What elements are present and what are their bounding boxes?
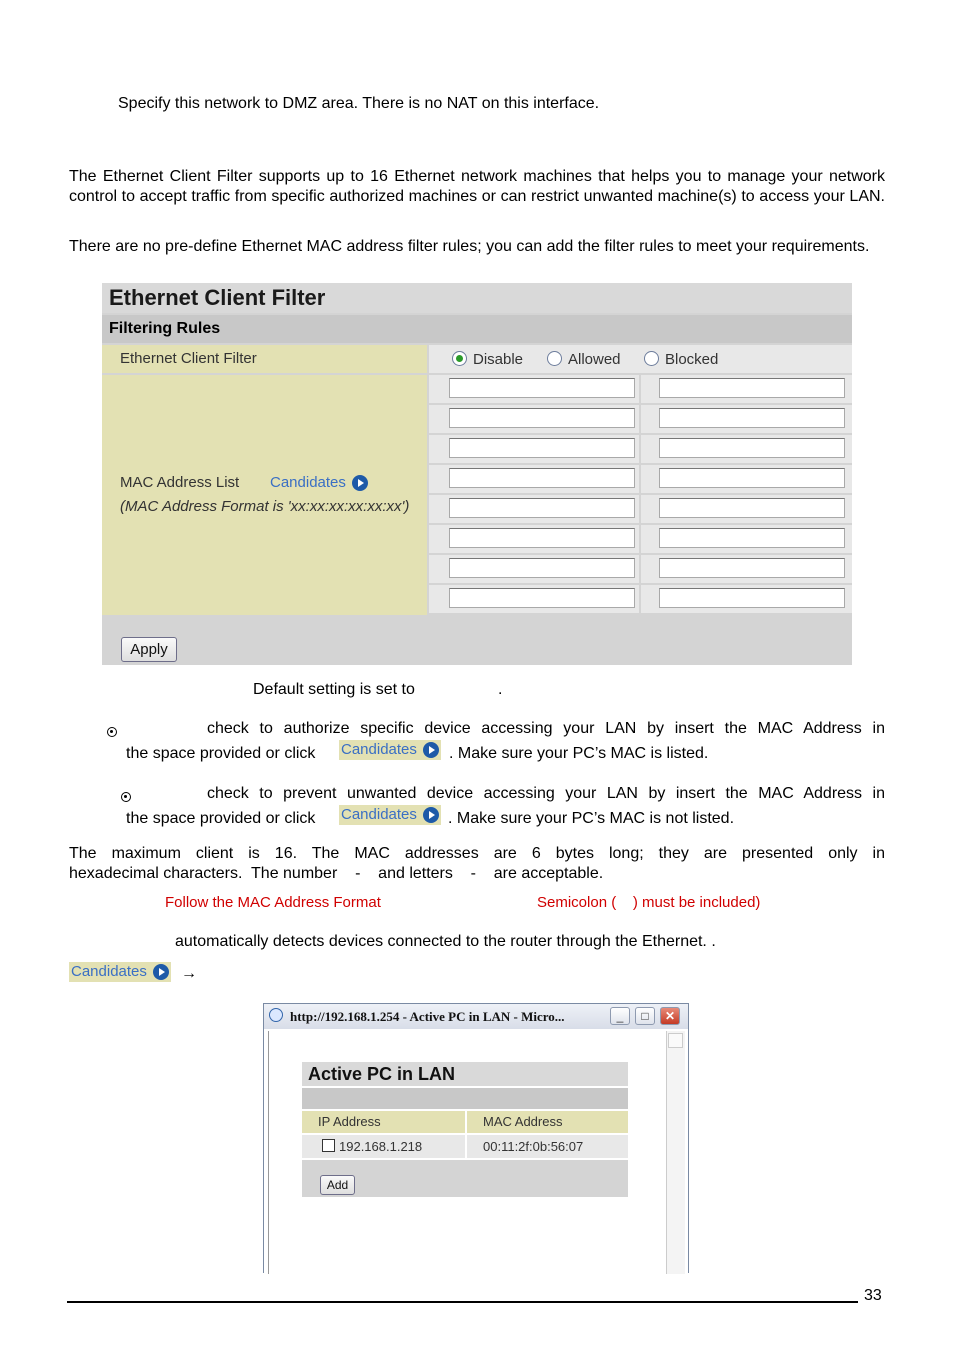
paragraph-2: There are no pre-define Ethernet MAC address filter rules; you can add the filter rules to meet your requirements.	[69, 238, 870, 255]
select-checkbox[interactable]	[322, 1139, 335, 1152]
mac-address-input[interactable]	[449, 528, 635, 548]
mac-address-input[interactable]	[659, 468, 845, 488]
candidates-button-blocked[interactable]: Candidates	[339, 805, 441, 825]
active-pc-bar	[302, 1088, 628, 1109]
mac-cell	[641, 405, 852, 433]
mac-address-input[interactable]	[449, 378, 635, 398]
mac-cell: 00:11:2f:0b:56:07	[467, 1135, 628, 1158]
mac-cell	[641, 525, 852, 553]
allowed-line-2a: the space provided or click	[126, 745, 316, 762]
mac-cell	[641, 495, 852, 523]
mac-cell	[641, 375, 852, 403]
bullet-blocked-icon	[121, 792, 131, 802]
mac-cell	[429, 585, 639, 613]
panel-title: Ethernet Client Filter	[102, 283, 852, 313]
filter-radio-group	[429, 345, 852, 373]
radio-disable[interactable]: Disable	[452, 351, 523, 368]
mac-cell	[641, 435, 852, 463]
radio-disable-circle[interactable]	[452, 351, 467, 366]
apply-button[interactable]: Apply	[121, 637, 177, 662]
mac-cell	[641, 585, 852, 613]
ie-page-icon	[269, 1008, 283, 1022]
blocked-line-2a: the space provided or click	[126, 810, 316, 827]
mac-address-grid	[429, 375, 852, 615]
mac-cell	[429, 375, 639, 403]
page-number: 33	[864, 1287, 882, 1304]
active-pc-heading: Active PC in LAN	[302, 1062, 628, 1086]
mac-address-input[interactable]	[659, 558, 845, 578]
blocked-line-2b: . Make sure your PC’s MAC is not listed.	[448, 810, 735, 827]
candidates-link[interactable]: Candidates	[270, 474, 368, 491]
radio-allowed[interactable]: Allowed	[547, 351, 621, 368]
mac-cell	[429, 495, 639, 523]
mac-address-input[interactable]	[449, 468, 635, 488]
add-button[interactable]: Add	[320, 1175, 355, 1195]
footer-rule	[67, 1301, 858, 1303]
mac-cell	[641, 465, 852, 493]
intro-text: Specify this network to DMZ area. There is no NAT on this interface.	[118, 95, 600, 112]
mac-address-input[interactable]	[659, 408, 845, 428]
mac-address-input[interactable]	[659, 378, 845, 398]
col-ip-header: IP Address	[302, 1111, 465, 1133]
play-arrow-icon	[423, 742, 439, 758]
mac-address-input[interactable]	[449, 408, 635, 428]
mac-cell	[429, 555, 639, 583]
default-setting-text: Default setting is set to	[253, 681, 415, 698]
bullet-allowed-icon	[107, 727, 117, 737]
close-icon[interactable]: ✕	[660, 1007, 680, 1025]
max-client-line-1: The maximum client is 16. The MAC addresses are 6 bytes long; they are presented only in	[69, 845, 885, 862]
play-arrow-icon	[352, 475, 368, 491]
play-arrow-icon	[153, 964, 169, 980]
blocked-line-1: check to prevent unwanted device accessing your LAN by insert the MAC Address in	[207, 785, 885, 802]
mac-format-hint: (MAC Address Format is 'xx:xx:xx:xx:xx:xx')	[120, 498, 410, 515]
mac-list-label-cell	[102, 375, 427, 615]
auto-detect-text: automatically detects devices connected to the router through the Ethernet. .	[175, 933, 716, 950]
mac-address-input[interactable]	[659, 438, 845, 458]
scroll-up-icon[interactable]	[668, 1033, 683, 1048]
mac-address-input[interactable]	[659, 528, 845, 548]
mac-address-input[interactable]	[449, 498, 635, 518]
radio-blocked-circle[interactable]	[644, 351, 659, 366]
candidates-button-standalone[interactable]: Candidates	[69, 962, 171, 982]
mac-cell	[429, 435, 639, 463]
play-arrow-icon	[423, 807, 439, 823]
arrow-icon: →	[181, 965, 197, 982]
col-mac-header: MAC Address	[467, 1111, 628, 1133]
mac-address-input[interactable]	[449, 558, 635, 578]
ip-cell: 192.168.1.218	[302, 1135, 465, 1158]
mac-cell	[429, 525, 639, 553]
window-titlebar	[264, 1004, 688, 1029]
ethernet-client-filter-panel	[102, 283, 852, 665]
panel-footer	[102, 617, 852, 665]
mac-list-label: MAC Address List	[120, 474, 240, 491]
red-note-semicolon: Semicolon ( ) must be included)	[537, 894, 761, 911]
candidates-button-allowed[interactable]: Candidates	[339, 740, 441, 760]
paragraph-1: The Ethernet Client Filter supports up to 16 Ethernet network machines that helps you to manage your network control to accept traffic from specific authorized machines or can restrict unwanted machine(s) to access your LAN.	[69, 168, 885, 205]
filter-label: Ethernet Client Filter	[102, 345, 427, 373]
minimize-icon[interactable]: _	[610, 1007, 630, 1025]
scrollbar[interactable]	[666, 1031, 685, 1274]
mac-address-input[interactable]	[659, 588, 845, 608]
mac-cell	[429, 465, 639, 493]
mac-address-input[interactable]	[659, 498, 845, 518]
mac-address-input[interactable]	[449, 438, 635, 458]
allowed-line-1: check to authorize specific device accessing your LAN by insert the MAC Address in	[207, 720, 885, 737]
window-title: http://192.168.1.254 - Active PC in LAN - Micro...	[290, 1009, 565, 1024]
panel-subtitle: Filtering Rules	[102, 315, 852, 343]
active-pc-footer	[302, 1160, 628, 1197]
max-client-line-2: hexadecimal characters. The number - and letters - are acceptable.	[69, 865, 604, 882]
radio-allowed-circle[interactable]	[547, 351, 562, 366]
radio-blocked[interactable]: Blocked	[644, 351, 718, 368]
red-note-format: Follow the MAC Address Format	[165, 894, 381, 911]
maximize-icon[interactable]: □	[635, 1007, 655, 1025]
default-setting-period: .	[498, 681, 503, 698]
mac-address-input[interactable]	[449, 588, 635, 608]
mac-cell	[641, 555, 852, 583]
mac-cell	[429, 405, 639, 433]
allowed-line-2b: . Make sure your PC’s MAC is listed.	[449, 745, 709, 762]
